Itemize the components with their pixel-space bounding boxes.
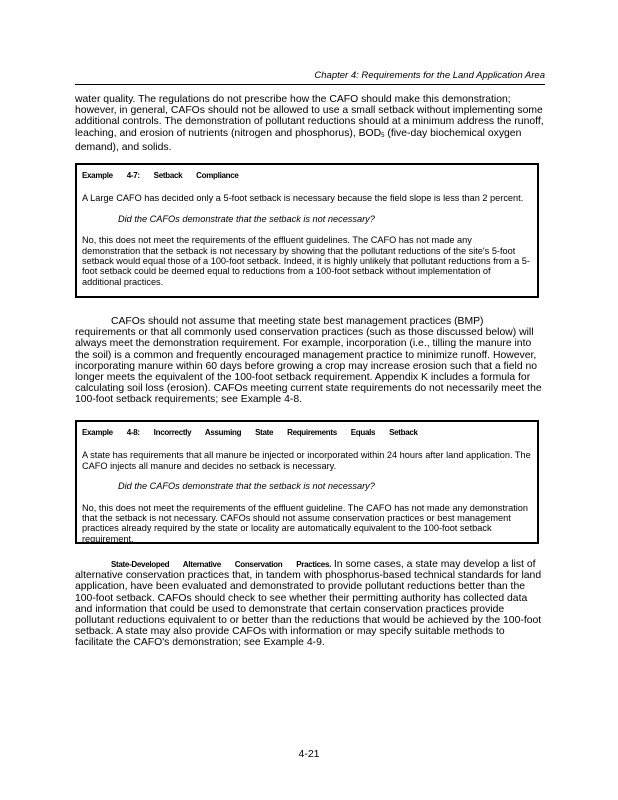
example-box-4-7	[75, 163, 539, 298]
header-rule	[75, 84, 545, 85]
example-heading: Example 4-8: Incorrectly Assuming State Requirements Equals Setback	[82, 428, 418, 437]
example-heading: Example 4-7: Setback Compliance	[82, 171, 239, 180]
example-question: Did the CAFOs demonstrate that the setback is not necessary?	[118, 481, 375, 492]
page-number: 4-21	[298, 748, 320, 760]
paragraph-text-cont: (five-day biochemical oxygen demand), and solids.	[75, 127, 522, 153]
example-answer: No, this does not meet the requirements of the effluent guidelines. The CAFO has not made any demonstration that the setback is not necessary by showing that the pollutant reductions of the site's 5-foot setback would equal those of a 100-foot setback. Indeed, it is highly unlikely that pollutant reductions from a 5-foot setback could be deemed equal to reductions from a 100-foot setback without implementation of additional practices.	[82, 235, 530, 287]
paragraph-text: In some cases, a state may develop a list of alternative conservation practices that, in tandem with phosphorus-based technical standards for land application, have been evaluated and demonstrated to provide pollutant reductions better than the 100-foot setback. CAFOs should check to see whether their permitting authority has collected data and information that could be used to demonstrate that certain conservation practices provide pollutant reductions equivalent to or better than the reductions that would be achieved by the 100-foot setback. A state may also provide CAFOs with information or may specify suitable methods to facilitate the CAFO's demonstration; see Example 4-9.	[75, 559, 542, 649]
chapter-header: Chapter 4: Requirements for the Land Application Area	[314, 70, 545, 81]
example-box-4-8	[75, 420, 539, 544]
runin-heading: State-Developed Alternative Conservation Practices.	[111, 560, 332, 569]
paragraph-water-quality	[75, 94, 545, 153]
example-question: Did the CAFOs demonstrate that the setback is not necessary?	[118, 213, 375, 224]
paragraph-text: water quality. The regulations do not prescribe how the CAFO should make this demonstration; however, in general, CAFOs should not be allowed to use a small setback without implementing some additional controls. The demonstration of pollutant reductions should at a minimum address the runoff, leaching, and erosion of nutrients (nitrogen and phosphorus), BOD	[75, 94, 544, 139]
example-scenario: A state has requirements that all manure be injected or incorporated within 24 hours after land application. The CAFO injects all manure and decides no setback is necessary.	[82, 450, 531, 471]
bod-subscript: 5	[381, 132, 385, 139]
paragraph-bmp: CAFOs should not assume that meeting state best management practices (BMP) requirements or that all commonly used conservation practices (such as those discussed below) will always meet the demonstration requirement. For example, incorporation (i.e., tilling the manure into the soil) is a common and frequently encouraged management practice to minimize runoff. However, incorporating manure within 60 days before growing a crop may increase erosion such that a field no longer meets the equivalent of the 100-foot setback requirement. Appendix K includes a formula for calculating soil loss (erosion). CAFOs meeting current state requirements do not necessarily meet the 100-foot setback requirements; see Example 4-8.	[75, 316, 542, 406]
example-scenario: A Large CAFO has decided only a 5-foot setback is necessary because the field slope is less than 2 percent.	[82, 193, 524, 204]
paragraph-state-developed	[75, 559, 545, 649]
example-answer: No, this does not meet the requirements of the effluent guideline. The CAFO has not made any demonstration that the setback is not necessary. CAFOs should not assume conservation practices or best management practices already required by the state or locality are automatically equivalent to the 100-foot setback requirement.	[82, 502, 529, 544]
